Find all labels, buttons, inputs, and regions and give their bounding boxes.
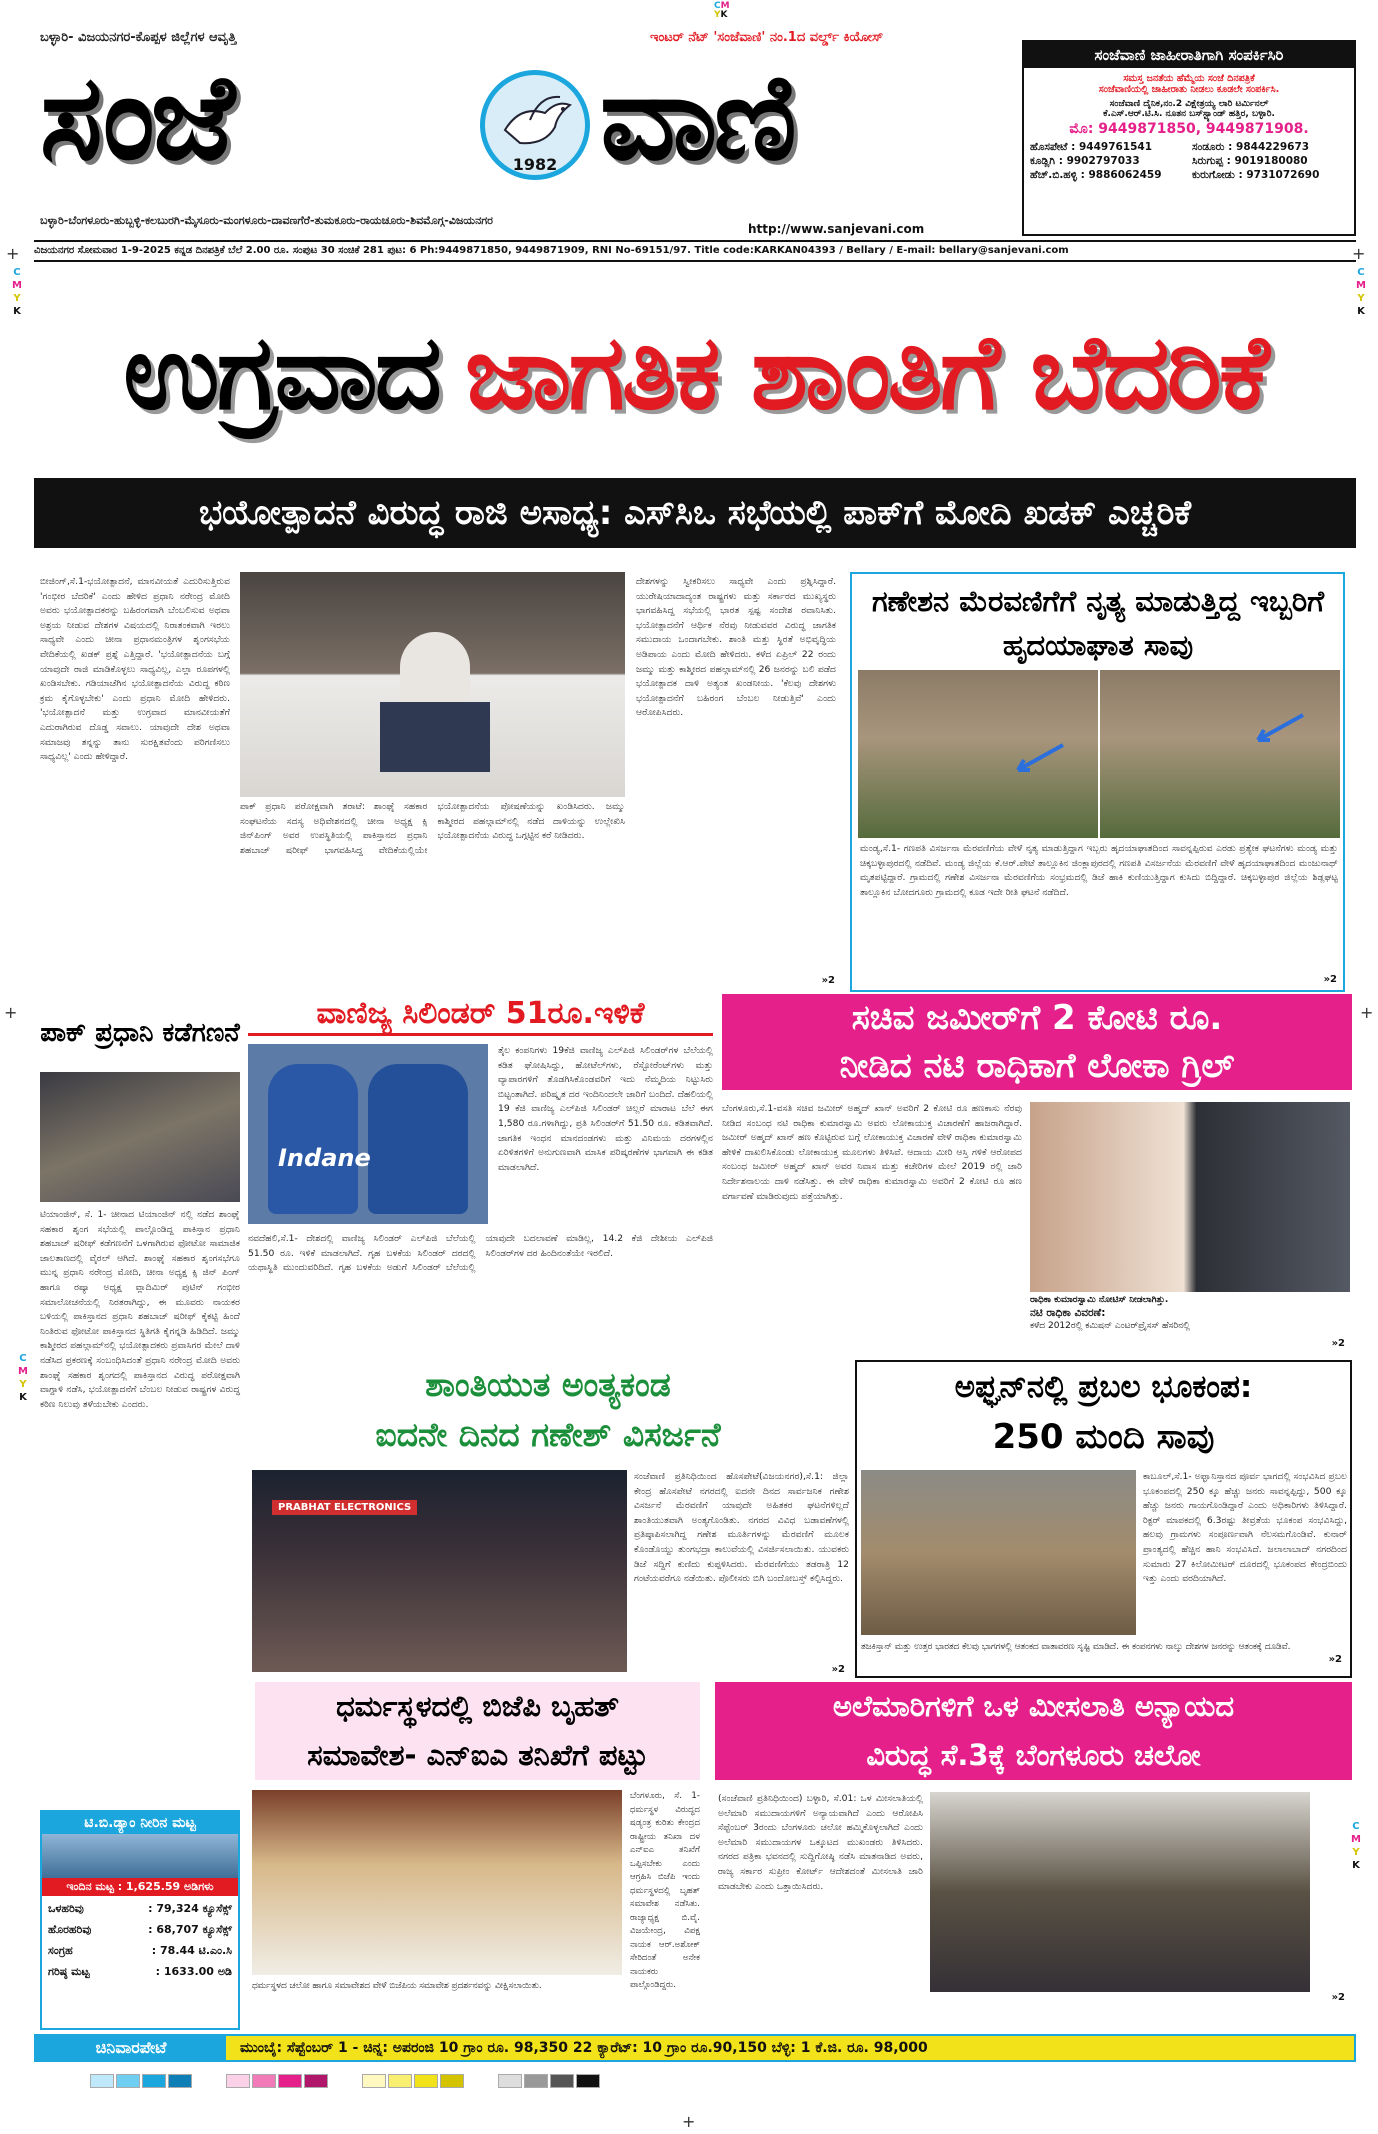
dateline: ವಿಜಯನಗರ ಸೋಮವಾರ 1-9-2025 ಕನ್ನಡ ದಿನಪತ್ರಿಕೆ ಬೆಲೆ 2.00 ರೂ. ಸಂಪುಟ 30 ಸಂಚಿಕೆ 281 ಪುಟ: 6 Ph:9449871850, 9449871909, RNI No-69151/97. Title code:KARKAN04393 / Bellary / E-mail: bellary@sanjevani.com bbox=[34, 240, 1356, 262]
swatch bbox=[90, 2074, 114, 2088]
cylinder-photo bbox=[248, 1044, 488, 1224]
caption-title: ನಟಿ ರಾಧಿಕಾ ವಿವರಣೆ: bbox=[1030, 1307, 1106, 1319]
zameer-body: ಬೆಂಗಳೂರು,ಸೆ.1-ವಸತಿ ಸಚಿವ ಜಮೀರ್ ಅಹ್ಮದ್ ಖಾನ್ ಅವರಿಗೆ 2 ಕೋಟಿ ರೂ ಹಣಕಾಸು ನೆರವು ನೀಡಿದ ಸಂಬಂಧ ನಟಿ ರಾಧಿಕಾ ಕುಮಾರಸ್ವಾಮಿ ಅವರು ಲೋಕಾಯುಕ್ತ ವಿಚಾರಣೆಗೆ ಹಾಜರಾಗಿದ್ದಾರೆ. ಜಮೀರ್ ಅಹ್ಮದ್ ಖಾನ್ ಹಣ ಕೊಟ್ಟಿರುವ ಬಗ್ಗೆ ಲೋಕಾಯುಕ್ತ ವಿಚಾರಣೆ ವೇಳೆ ರಾಧಿಕಾ ಕುಮಾರಸ್ವಾಮಿ ಹೇಳಿಕೆ ದಾಖಲಿಸಿಕೊಂಡು ಲೋಕಾಯುಕ್ತ ಮೂಲಗಳು ತಿಳಿಸಿವೆ. ಆದಾಯ ಮೀರಿ ಆಸ್ತಿ ಗಳಿಕೆ ಆರೋಪದ ಸಂಬಂಧ ಜಮೀರ್ ಅಹ್ಮದ್ ಖಾನ್ ಅವರ ನಿವಾಸ ಮತ್ತು ಕಚೇರಿಗಳ ಮೇಲೆ 2019 ರಲ್ಲಿ ಜಾರಿ ನಿರ್ದೇಶನಾಲಯ ದಾಳಿ ನಡೆಸಿತ್ತು. ಈ ವೇಳೆ ರಾಧಿಕಾ ಕುಮಾರಸ್ವಾಮಿ ಅವರಿಗೆ 2 ಕೋಟಿ ರೂ ಹಣ ವರ್ಗಾವಣೆ ಮಾಡಿರುವುದು ಪತ್ತೆಯಾಗಿತ್ತು. bbox=[722, 1103, 1022, 1202]
reservation-photo bbox=[930, 1792, 1310, 1992]
visarjan-headline-2: ಐದನೇ ದಿನದ ಗಣೇಶ್ ವಿಸರ್ಜನೆ bbox=[375, 1415, 721, 1454]
continued-mark: »2 bbox=[831, 1664, 845, 1675]
ad-contact: ಸಂಡೂರು : 9844229673 bbox=[1192, 141, 1310, 153]
ad-phone: ಮೊ: 9449871850, 9449871908. bbox=[1069, 121, 1309, 137]
ad-contact: ಕುರುಗೋಡು : 9731072690 bbox=[1192, 169, 1320, 181]
quake-body: ಕಾಬೂಲ್,ಸೆ.1- ಅಫ್ಘಾನಿಸ್ತಾನದ ಪೂರ್ವ ಭಾಗದಲ್ಲಿ ಸಂಭವಿಸಿದ ಪ್ರಬಲ ಭೂಕಂಪದಲ್ಲಿ 250 ಕ್ಕೂ ಹೆಚ್ಚು ಜನರು ಸಾವನ್ನಪ್ಪಿದ್ದು, 500 ಕ್ಕೂ ಹೆಚ್ಚು ಜನರು ಗಾಯಗೊಂಡಿದ್ದಾರೆ ಎಂದು ಅಧಿಕಾರಿಗಳು ತಿಳಿಸಿದ್ದಾರೆ. ರಿಕ್ಟರ್ ಮಾಪಕದಲ್ಲಿ 6.3ರಷ್ಟು ತೀವ್ರತೆಯ ಭೂಕಂಪ ಸಂಭವಿಸಿದ್ದು, ಹಲವು ಗ್ರಾಮಗಳು ಸಂಪೂರ್ಣವಾಗಿ ನೆಲಸಮಗೊಂಡಿವೆ. ಕುನಾರ್ ಪ್ರಾಂತ್ಯದಲ್ಲಿ ಹೆಚ್ಚಿನ ಹಾನಿ ಸಂಭವಿಸಿದೆ. ಜಲಾಲಾಬಾದ್ ನಗರದಿಂದ ಸುಮಾರು 27 ಕಿಲೋಮೀಟರ್ ದೂರದಲ್ಲಿ ಭೂಕಂಪದ ಕೇಂದ್ರಬಿಂದು ಇತ್ತು ಎಂದು ವರದಿಯಾಗಿದೆ. bbox=[1143, 1471, 1347, 1585]
photo-divider bbox=[1098, 670, 1100, 838]
continued-mark: »2 bbox=[1331, 1338, 1345, 1349]
edition-line: ಬಳ್ಳಾರಿ- ವಿಜಯನಗರ-ಕೊಪ್ಪಳ ಜಿಲ್ಲೆಗಳ ಆವೃತ್ತಿ bbox=[40, 30, 237, 45]
swatch bbox=[440, 2074, 464, 2088]
cylinder-brand: Indane bbox=[278, 1144, 371, 1172]
quake-photo bbox=[861, 1470, 1136, 1635]
dharmasthala-headline-1: ಧರ್ಮಸ್ಥಳದಲ್ಲಿ ಬಿಜೆಪಿ ಬೃಹತ್ bbox=[336, 1689, 619, 1723]
dharmasthala-headline-2: ಸಮಾವೇಶ- ಎನ್‌ಐಎ ತನಿಖೆಗೆ ಪಟ್ಟು bbox=[307, 1738, 648, 1772]
leaders-photo bbox=[40, 1072, 240, 1202]
reservation-headline-2: ವಿರುದ್ಧ ಸೆ.3ಕ್ಕೆ ಬೆಂಗಳೂರು ಚಲೋ bbox=[866, 1738, 1201, 1772]
dam-box-title: ಟಿ.ಬಿ.ಡ್ಯಾಂ ನೀರಿನ ಮಟ್ಟ bbox=[42, 1812, 238, 1834]
cities-line: ಬಳ್ಳಾರಿ-ಬೆಂಗಳೂರು-ಹುಬ್ಬಳ್ಳಿ-ಕಲಬುರಗಿ-ಮೈಸೂರು-ಮಂಗಳೂರು-ದಾವಣಗೆರೆ-ತುಮಕೂರು-ರಾಯಚೂರು-ಶಿವಮೊಗ್ಗ-ವಿಜಯನಗರ bbox=[40, 214, 493, 227]
dam-row: ಸಂಗ್ರಹ : 78.44 ಟಿ.ಎಂ.ಸಿ bbox=[48, 1944, 232, 1957]
zameer-radhika-photo bbox=[1030, 1102, 1350, 1292]
caption-detail: ಕಳೆದ 2012ರಲ್ಲಿ ಕಮಿಷನ್ ಎಂಟರ್‌ಪ್ರೈಸಸ್ ಹೆಸರಿನಲ್ಲಿ bbox=[1030, 1321, 1190, 1331]
swatch bbox=[524, 2074, 548, 2088]
quake-headline-2: 250 ಮಂದಿ ಸಾವು bbox=[992, 1417, 1215, 1457]
swatch bbox=[116, 2074, 140, 2088]
cylinder-headline: ವಾಣಿಜ್ಯ ಸಿಲಿಂಡರ್ 51ರೂ.ಇಳಿಕೆ bbox=[248, 994, 713, 1036]
ganesha-photo bbox=[858, 670, 1340, 838]
dharmasthala-photo bbox=[252, 1790, 622, 1975]
dam-row: ಒಳಹರಿವು : 79,324 ಕ್ಯೂಸೆಕ್ಸ್ bbox=[48, 1902, 232, 1915]
cmyk-mark-right-bottom: C M Y K bbox=[1351, 1821, 1361, 1871]
arrow-icon bbox=[1008, 740, 1068, 780]
dharmasthala-body: ಬೆಂಗಳೂರು, ಸೆ. 1- ಧರ್ಮಸ್ಥಳ ವಿರುದ್ಧದ ಷಡ್ಯಂತ್ರ ಕುರಿತು ಕೇಂದ್ರದ ರಾಷ್ಟ್ರೀಯ ತನಿಖಾ ದಳ ಎನ್‌ಐಎ ತನಿಖೆಗೆ ಒಪ್ಪಿಸಬೇಕು ಎಂದು ಆಗ್ರಹಿಸಿ ಬಿಜೆಪಿ ಇಂದು ಧರ್ಮಸ್ಥಳದಲ್ಲಿ ಬೃಹತ್ ಸಮಾವೇಶ ನಡೆಸಿತು. ರಾಜ್ಯಾಧ್ಯಕ್ಷ ಬಿ.ವೈ. ವಿಜಯೇಂದ್ರ, ವಿಪಕ್ಷ ನಾಯಕ ಆರ್.ಅಶೋಕ್ ಸೇರಿದಂತೆ ಅನೇಕ ನಾಯಕರು ಪಾಲ್ಗೊಂಡಿದ್ದರು. bbox=[630, 1791, 700, 1990]
lead-headline bbox=[34, 272, 1356, 472]
ticker-text: ಮುಂಬೈ: ಸೆಪ್ಟೆಂಬರ್ 1 - ಚಿನ್ನ: ಅಪರಂಜಿ 10 ಗ್ರಾಂ ರೂ. 98,350 22 ಕ್ಯಾರೆಟ್: 10 ಗ್ರಾಂ ರೂ.90,150 ಬೆಳ್ಳಿ: 1 ಕೆ.ಜಿ. ರೂ. 98,000 bbox=[226, 2036, 1354, 2060]
dam-current-level: ಇಂದಿನ ಮಟ್ಟ : 1,625.59 ಅಡಿಗಳು bbox=[42, 1878, 238, 1896]
ganesha-headline: ಗಣೇಶನ ಮೆರವಣಿಗೆಗೆ ನೃತ್ಯ ಮಾಡುತ್ತಿದ್ದ ಇಬ್ಬರಿಗೆ ಹೃದಯಾಘಾತ ಸಾವು bbox=[871, 584, 1325, 662]
visarjan-body: ಸಂಜೆವಾಣಿ ಪ್ರತಿನಿಧಿಯಿಂದ ಹೊಸಪೇಟೆ(ವಿಜಯನಗರ),ಸೆ.1: ಜಿಲ್ಲಾ ಕೇಂದ್ರ ಹೊಸಪೇಟೆ ನಗರದಲ್ಲಿ ಐದನೇ ದಿನದ ಸಾರ್ವಜನಿಕ ಗಣೇಶ ವಿಸರ್ಜನೆ ಮೆರವಣಿಗೆ ಯಾವುದೇ ಅಹಿತಕರ ಘಟನೆಗಳಿಲ್ಲದೆ ಶಾಂತಿಯುತವಾಗಿ ಅಂತ್ಯಗೊಂಡಿತು. ನಗರದ ವಿವಿಧ ಬಡಾವಣೆಗಳಲ್ಲಿ ಪ್ರತಿಷ್ಠಾಪಿಸಲಾಗಿದ್ದ ಗಣೇಶ ಮೂರ್ತಿಗಳನ್ನು ಮೆರವಣಿಗೆ ಮೂಲಕ ಕೊಂಡೊಯ್ದು ತುಂಗಭದ್ರಾ ಕಾಲುವೆಯಲ್ಲಿ ವಿಸರ್ಜಿಸಲಾಯಿತು. ಯುವಕರು ಡಿಜೆ ಸದ್ದಿಗೆ ಕುಣಿದು ಕುಪ್ಪಳಿಸಿದರು. ಮೆರವಣಿಗೆಯು ತಡರಾತ್ರಿ 12 ಗಂಟೆಯವರೆಗೂ ನಡೆಯಿತು. ಪೊಲೀಸರು ಬಿಗಿ ಬಂದೋಬಸ್ತ್ ಕಲ್ಪಿಸಿದ್ದರು. bbox=[634, 1471, 849, 1585]
dam-photo bbox=[42, 1834, 238, 1878]
continued-mark: »2 bbox=[1328, 1654, 1342, 1665]
lead-column-2: ಪಾಕ್ ಪ್ರಧಾನಿ ಪರೋಕ್ಷವಾಗಿ ತರಾಟೆ: ಶಾಂಘೈ ಸಹಕಾರ ಸಂಘಟನೆಯ ಸದಸ್ಯ ಅಧಿವೇಶನದಲ್ಲಿ ಚೀನಾ ಅಧ್ಯಕ್ಷ ಕ್ಸಿ ಜಿನ್‌ಪಿಂಗ್ ಅವರ ಉಪಸ್ಥಿತಿಯಲ್ಲಿ ಪಾಕಿಸ್ತಾನದ ಪ್ರಧಾನಿ ಶಹಬಾಜ್ ಷರೀಫ್ ಭಾಗವಹಿಸಿದ್ದ ವೇದಿಕೆಯಲ್ಲಿಯೇ ಭಯೋತ್ಪಾದನೆಯ ಪೋಷಣೆಯನ್ನು ಖಂಡಿಸಿದರು. ಜಮ್ಮು ಕಾಶ್ಮೀರದ ಪಹಲ್ಗಾಮ್‌ನಲ್ಲಿ ನಡೆದ ದಾಳಿಯನ್ನು ಉಲ್ಲೇಖಿಸಿ ಭಯೋತ್ಪಾದನೆಯ ವಿರುದ್ಧ ಒಗ್ಗಟ್ಟಿನ ಕರೆ ನೀಡಿದರು. bbox=[240, 801, 625, 856]
arrow-icon bbox=[1248, 710, 1308, 750]
visarjan-photo bbox=[252, 1470, 627, 1672]
shop-sign: PRABHAT ELECTRONICS bbox=[272, 1500, 417, 1515]
cmyk-mark-right-top: C M Y K bbox=[1356, 267, 1366, 317]
visarjan-headline-1: ಶಾಂತಿಯುತ ಅಂತ್ಯಕಂಡ bbox=[425, 1365, 671, 1404]
dharmasthala-headline-box bbox=[255, 1682, 700, 1780]
zameer-headline-2: ನೀಡಿದ ನಟಿ ರಾಧಿಕಾಗೆ ಲೋಕಾ ಗ್ರಿಲ್ bbox=[839, 1046, 1235, 1086]
speaker-figure bbox=[400, 632, 470, 712]
dam-row: ಹೊರಹರಿವು : 68,707 ಕ್ಯೂಸೆಕ್ಸ್ bbox=[48, 1923, 232, 1936]
masthead bbox=[40, 30, 1030, 240]
cylinder-body-right: ತೈಲ ಕಂಪನಿಗಳು 19ಕೆಜಿ ವಾಣಿಜ್ಯ ಎಲ್‌ಪಿಜಿ ಸಿಲಿಂಡರ್‌ಗಳ ಬೆಲೆಯಲ್ಲಿ ಕಡಿತ ಘೋಷಿಸಿದ್ದು, ಹೋಟೆಲ್‌ಗಳು, ರೆಸ್ಟೋರೆಂಟ್‌ಗಳು ಮತ್ತು ವ್ಯಾಪಾರಗಳಿಗೆ ತೊಡಗಿಸಿಕೊಂಡವರಿಗೆ ಇದು ನೆಮ್ಮದಿಯ ನಿಟ್ಟುಸಿರು ಬಿಟ್ಟಂತಾಗಿದೆ. ಪರಿಷ್ಕೃತ ದರ ಇಂದಿನಿಂದಲೇ ಜಾರಿಗೆ ಬಂದಿದೆ. ದೆಹಲಿಯಲ್ಲಿ 19 ಕೆಜಿ ವಾಣಿಜ್ಯ ಎಲ್‌ಪಿಜಿ ಸಿಲಿಂಡರ್ ಚಿಲ್ಲರೆ ಮಾರಾಟ ಬೆಲೆ ಈಗ 1,580 ರೂ.ಗಳಾಗಿದ್ದು, ಪ್ರತಿ ಸಿಲಿಂಡರ್‌ಗೆ 51.50 ರೂ. ಕಡಿತವಾಗಿದೆ. ಜಾಗತಿಕ ಇಂಧನ ಮಾನದಂಡಗಳು ಮತ್ತು ವಿನಿಮಯ ದರಗಳಲ್ಲಿನ ಏರಿಳಿತಗಳಿಗೆ ಅನುಗುಣವಾಗಿ ಮಾಸಿಕ ಪರಿಷ್ಕರಣೆಗಳ ಭಾಗವಾಗಿ ಈ ಕಡಿತ ಮಾಡಲಾಗಿದೆ. bbox=[498, 1045, 713, 1173]
reservation-headline-1: ಅಲೆಮಾರಿಗಳಿಗೆ ಒಳ ಮೀಸಲಾತಿ ಅನ್ಯಾಯದ bbox=[832, 1689, 1235, 1723]
crosshair-icon: + bbox=[1360, 1003, 1374, 1022]
pak-pm-headline: ಪಾಕ್ ಪ್ರಧಾನಿ ಕಡೆಗಣನೆ bbox=[40, 1018, 240, 1048]
swatch bbox=[550, 2074, 574, 2088]
swatch bbox=[498, 2074, 522, 2088]
quake-headline-1: ಅಫ್ಘನ್‌ನಲ್ಲಿ ಪ್ರಬಲ ಭೂಕಂಪ: bbox=[954, 1368, 1253, 1405]
dam-row: ಗರಿಷ್ಠ ಮಟ್ಟ : 1633.00 ಅಡಿ bbox=[48, 1965, 232, 1978]
website-link[interactable]: http://www.sanjevani.com bbox=[748, 222, 925, 236]
ad-contact: ಸಿರುಗುಪ್ಪ : 9019180080 bbox=[1192, 155, 1308, 167]
cmyk-mark-left-mid: C M Y K bbox=[18, 1353, 28, 1403]
ad-line-1: ಸಮಸ್ತ ಜನತೆಯ ಹೆಮ್ಮೆಯ ಸಂಜೆ ದಿನಪತ್ರಿಕೆ bbox=[1123, 73, 1255, 84]
gold-ticker bbox=[34, 2034, 1356, 2062]
swatch bbox=[278, 2074, 302, 2088]
ticker-label: ಚಿನಿವಾರಪೇಟೆ bbox=[36, 2036, 226, 2060]
masthead-name-right: ವಾಣಿ bbox=[600, 47, 793, 186]
swatch bbox=[414, 2074, 438, 2088]
caption-name: ರಾಧಿಕಾ ಕುಮಾರಸ್ವಾಮಿ ನೋಟಿಸ್ ನೀಡಲಾಗಿತ್ತು. bbox=[1030, 1295, 1169, 1305]
modi-sco-photo bbox=[240, 572, 625, 797]
pak-pm-story bbox=[40, 994, 240, 1514]
cylinder-body-left: ನವದೆಹಲಿ,ಸೆ.1- ದೇಶದಲ್ಲಿ ವಾಣಿಜ್ಯ ಸಿಲಿಂಡರ್ ಎಲ್‌ಪಿಜಿ ಬೆಲೆಯಲ್ಲಿ 51.50 ರೂ. ಇಳಿಕೆ ಮಾಡಲಾಗಿದೆ. ಗೃಹ ಬಳಕೆಯ ಸಿಲಿಂಡರ್ ದರದಲ್ಲಿ ಯಥಾಸ್ಥಿತಿ ಮುಂದುವರಿದಿದೆ. ಗೃಹ ಬಳಕೆಯ ಅಡುಗೆ ಸಿಲಿಂಡರ್ ಬೆಲೆಯಲ್ಲಿ ಯಾವುದೇ ಬದಲಾವಣೆ ಮಾಡಿಲ್ಲ, 14.2 ಕೆಜಿ ದೇಶೀಯ ಎಲ್‌ಪಿಜಿ ಸಿಲಿಂಡರ್‌ಗಳ ದರ ಹಿಂದಿನಂತೆಯೇ ಇರಲಿದೆ. bbox=[248, 1233, 713, 1274]
quake-story bbox=[855, 1360, 1352, 1678]
reservation-headline-box bbox=[715, 1682, 1352, 1780]
cylinder-shape bbox=[268, 1064, 358, 1214]
pak-pm-body: ಟಿಯಾಂಜಿನ್, ಸೆ. 1- ಚೀನಾದ ಟಿಯಾಂಜಿನ್ ನಲ್ಲಿ ನಡೆದ ಶಾಂಘೈ ಸಹಕಾರ ಶೃಂಗ ಸಭೆಯಲ್ಲಿ ಪಾಲ್ಗೊಂಡಿದ್ದ ಪಾಕಿಸ್ತಾನ ಪ್ರಧಾನಿ ಶಹಬಾಜ್ ಷರೀಫ್ ಕಡೆಗಣನೆಗೆ ಒಳಗಾಗಿರುವ ಫೋಟೋ ಸಾಮಾಜಿಕ ಜಾಲತಾಣದಲ್ಲಿ ವೈರಲ್ ಆಗಿದೆ. ಶಾಂಘೈ ಸಹಕಾರ ಶೃಂಗಸಭೆಗೂ ಮುನ್ನ ಪ್ರಧಾನಿ ನರೇಂದ್ರ ಮೋದಿ, ಚೀನಾ ಅಧ್ಯಕ್ಷ ಕ್ಸಿ ಜಿನ್ ಪಿಂಗ್ ಹಾಗೂ ರಷ್ಯಾ ಅಧ್ಯಕ್ಷ ವ್ಲಾದಿಮಿರ್ ಪುಟಿನ್ ಗಂಭೀರ ಸಮಾಲೋಚನೆಯಲ್ಲಿ ನಿರತರಾಗಿದ್ದು, ಈ ಮೂವರು ನಾಯಕರ ಬಳಿಯಲ್ಲಿ ಪಾಕಿಸ್ತಾನದ ಪ್ರಧಾನಿ ಶಹಬಾಜ್ ಷರೀಫ್ ಕೈಕಟ್ಟಿ ಹಿಂದೆ ನಿಂತಿರುವ ಫೋಟೋ ಪಾಕಿಸ್ತಾನದ ಸ್ಥಿತಿಗತಿ ಕೈಗನ್ನಡಿ ಹಿಡಿದಿದೆ. ಜಮ್ಮು ಕಾಶ್ಮೀರದ ಪಹಲ್ಗಾಮ್‌ನಲ್ಲಿ ಭಯೋತ್ಪಾದಕರು ಪ್ರವಾಸಿಗರ ಮೇಲೆ ದಾಳಿ ನಡೆಸಿದ ಪ್ರಕರಣಕ್ಕೆ ಸಂಬಂಧಿಸಿದಂತೆ ಪ್ರಧಾನಿ ನರೇಂದ್ರ ಮೋದಿ ಅವರು ಶಾಂಘೈ ಸಹಕಾರ ಶೃಂಗದಲ್ಲಿ ಪಾಕಿಸ್ತಾನದ ವಿರುದ್ಧ ಪರೋಕ್ಷವಾಗಿ ವಾಗ್ದಾಳಿ ನಡೆಸಿ, ಭಯೋತ್ಪಾದನೆಗೆ ಬೆಂಬಲ ನೀಡುವ ರಾಷ್ಟ್ರಗಳ ವಿರುದ್ಧ ಕಠಿಣ ನಿಲುವು ತಳೆಯಬೇಕು ಎಂದರು. bbox=[40, 1209, 240, 1410]
color-calibration-bar bbox=[90, 2074, 630, 2092]
cylinder-shape bbox=[368, 1064, 468, 1214]
ganesha-story bbox=[850, 572, 1345, 992]
swatch bbox=[388, 2074, 412, 2088]
dam-level-box bbox=[40, 1810, 240, 2030]
ad-line-2: ಸಂಜೆವಾಣಿಯಲ್ಲಿ ಜಾಹೀರಾತು ನೀಡಲು ಕೂಡಲೇ ಸಂಪರ್ಕಿಸಿ. bbox=[1098, 84, 1280, 95]
swatch bbox=[304, 2074, 328, 2088]
lead-headline-red: ಜಾಗತಿಕ ಶಾಂತಿಗೆ ಬೆದರಿಕೆ bbox=[464, 310, 1267, 433]
swatch bbox=[362, 2074, 386, 2088]
ad-box-title: ಸಂಜೆವಾಣಿ ಜಾಹೀರಾತಿಗಾಗಿ ಸಂಪರ್ಕಿಸಿರಿ bbox=[1024, 42, 1354, 68]
swatch bbox=[576, 2074, 600, 2088]
zameer-caption bbox=[1030, 1294, 1350, 1333]
lead-headline-black: ಉಗ್ರವಾದ bbox=[123, 310, 439, 433]
crosshair-icon: + bbox=[4, 1003, 18, 1022]
masthead-name-left: ಸಂಜೆ bbox=[40, 47, 231, 186]
visarjan-headline-box bbox=[248, 1360, 848, 1460]
continued-mark: »2 bbox=[1331, 1992, 1345, 2003]
swatch-gap bbox=[194, 2074, 224, 2088]
continued-mark: »2 bbox=[1323, 974, 1337, 985]
ad-address-2: ಕೆ.ಎಸ್.ಆರ್.ಟಿ.ಸಿ. ನೂತನ ಬಸ್‌ಸ್ಟ್ಯಾಂಡ್ ಹತ್ತಿರ, ಬಳ್ಳಾರಿ. bbox=[1103, 109, 1275, 119]
ad-contact: ಹೆಚ್.ಬಿ.ಹಳ್ಳಿ : 9886062459 bbox=[1030, 169, 1162, 181]
ad-contact-box bbox=[1022, 40, 1356, 236]
swatch-gap bbox=[466, 2074, 496, 2088]
cylinder-story bbox=[248, 994, 713, 1354]
lead-column-1: ಬೀಜಿಂಗ್,ಸೆ.1-ಭಯೋತ್ಪಾದನೆ, ಮಾನವೀಯತೆ ಎದುರಿಸುತ್ತಿರುವ 'ಗಂಭೀರ ಬೆದರಿಕೆ' ಎಂದು ಹೇಳಿದ ಪ್ರಧಾನಿ ನರೇಂದ್ರ ಮೋದಿ ಅವರು ಭಯೋತ್ಪಾದಕರನ್ನು ಬಹಿರಂಗವಾಗಿ ಬೆಂಬಲಿಸುವ ಅಥವಾ ಅಶ್ರಯ ನೀಡುವ ದೇಶಗಳ ವಿಷಯದಲ್ಲಿ ನಿರಾತಂಕವಾಗಿ ಇರಲು ಸಾಧ್ಯವೇ ಎಂದು ಚೀನಾ ಪ್ರಧಾನಮಂತ್ರಿಗಳ ಶೃಂಗಸಭೆಯ ವೇದಿಕೆಯಲ್ಲಿ ಖಡಕ್ ಪ್ರಶ್ನೆ ಎತ್ತಿದ್ದಾರೆ. 'ಭಯೋತ್ಪಾದನೆಯ ಬಗ್ಗೆ ಯಾವುದೇ ರಾಜಿ ಮಾಡಿಕೊಳ್ಳಲು ಸಾಧ್ಯವಿಲ್ಲ, ಎಲ್ಲಾ ರೂಪಗಳಲ್ಲಿ ಖಂಡಿಸಬೇಕು. ಗಡಿಯಾಚೆಗಿನ ಭಯೋತ್ಪಾದನೆಯ ವಿರುದ್ಧ ಕಠಿಣ ಕ್ರಮ ಕೈಗೊಳ್ಳಬೇಕು' ಎಂದು ಪ್ರಧಾನಿ ಮೋದಿ ಹೇಳಿದರು. 'ಭಯೋತ್ಪಾದನೆ ಮತ್ತು ಉಗ್ರವಾದ ಮಾನವೀಯತೆಗೆ ಎದುರಾಗಿರುವ ದೊಡ್ಡ ಸವಾಲು. ಯಾವುದೇ ದೇಶ ಅಥವಾ ಸಮಾಜವು ತನ್ನನ್ನು ತಾನು ಸುರಕ್ಷಿತವೆಂದು ಪರಿಗಣಿಸಲು ಸಾಧ್ಯವಿಲ್ಲ' ಎಂದು ಹೇಳಿದ್ದಾರೆ. bbox=[40, 576, 230, 763]
internet-kiosk-line: ಇಂಟರ್ ನೆಟ್ 'ಸಂಜೆವಾಣಿ' ನಂ.1ದ ವರ್ಲ್ಡ್ ಕಿಯೋಸ್ bbox=[650, 30, 884, 45]
quake-caption: ತಜಕಿಸ್ತಾನ್ ಮತ್ತು ಉತ್ತರ ಭಾರತದ ಕೆಲವು ಭಾಗಗಳಲ್ಲಿ ಆತಂಕದ ವಾತಾವರಣ ಸೃಷ್ಟಿ ಮಾಡಿದೆ. ಈ ಕಂಪನಗಳು ನಾಲ್ಕು ದೇಶಗಳ ಜನರನ್ನು ಆತಂಕಕ್ಕೆ ದೂಡಿವೆ. bbox=[861, 1642, 1291, 1652]
crosshair-icon: + bbox=[682, 2112, 696, 2131]
continued-mark: »2 bbox=[821, 975, 835, 986]
dharmasthala-caption: ಧರ್ಮಸ್ಥಳದ ಚಲೋ ಹಾಗೂ ಸಮಾವೇಶದ ವೇಳೆ ಬಿಜೆಪಿಯ ಸಮಾವೇಶ ಪ್ರದರ್ಶನವನ್ನು ವೀಕ್ಷಿಸಲಾಯಿತು. bbox=[252, 1981, 542, 1991]
swatch bbox=[142, 2074, 166, 2088]
crosshair-icon: + bbox=[6, 244, 20, 263]
ad-address-1: ಸಂಜೆವಾಣಿ ದೈನಿಕ,ನಂ.2 ವಿಕ್ಷೇತ್ರಯ್ಯ ಲಾರಿ ಟರ್ಮಿನಲ್ bbox=[1109, 99, 1269, 109]
ad-contact: ಕೂಡ್ಲಿಗಿ : 9902797033 bbox=[1030, 155, 1140, 167]
swatch bbox=[226, 2074, 250, 2088]
ad-contacts-grid bbox=[1024, 137, 1354, 182]
name-plaque bbox=[380, 702, 490, 772]
swatch bbox=[168, 2074, 192, 2088]
ad-contact: ಹೊಸಪೇಟೆ : 9449761541 bbox=[1030, 141, 1153, 153]
zameer-headline-box bbox=[722, 994, 1352, 1090]
reservation-body: (ಸಂಜೆವಾಣಿ ಪ್ರತಿನಿಧಿಯಿಂದ) ಬಳ್ಳಾರಿ, ಸೆ.01: ಒಳ ಮೀಸಲಾತಿಯಲ್ಲಿ ಅಲೆಮಾರಿ ಸಮುದಾಯಗಳಿಗೆ ಅನ್ಯಾಯವಾಗಿದೆ ಎಂದು ಆರೋಪಿಸಿ ಸೆಪ್ಟೆಂಬರ್ 3ರಂದು ಬೆಂಗಳೂರು ಚಲೋ ಹಮ್ಮಿಕೊಳ್ಳಲಾಗಿದೆ ಎಂದು ಅಲೆಮಾರಿ ಸಮುದಾಯಗಳ ಒಕ್ಕೂಟದ ಮುಖಂಡರು ತಿಳಿಸಿದರು. ನಗರದ ಪತ್ರಿಕಾ ಭವನದಲ್ಲಿ ಸುದ್ದಿಗೋಷ್ಠಿ ನಡೆಸಿ ಮಾತನಾಡಿದ ಅವರು, ರಾಜ್ಯ ಸರ್ಕಾರ ಸುಪ್ರೀಂ ಕೋರ್ಟ್ ಆದೇಶದಂತೆ ಮೀಸಲಾತಿ ಜಾರಿ ಮಾಡಬೇಕು ಎಂದು ಒತ್ತಾಯಿಸಿದರು. bbox=[718, 1793, 923, 1892]
cmyk-mark-left-top: C M Y K bbox=[12, 267, 22, 317]
ganesha-body: ಮಂಡ್ಯ,ಸೆ.1- ಗಣಪತಿ ವಿಸರ್ಜನಾ ಮೆರವಣಿಗೆಯ ವೇಳೆ ನೃತ್ಯ ಮಾಡುತ್ತಿದ್ದಾಗ ಇಬ್ಬರು ಹೃದಯಾಘಾತದಿಂದ ಸಾವನ್ನಪ್ಪಿರುವ ಎರಡು ಪ್ರತ್ಯೇಕ ಘಟನೆಗಳು ಮಂಡ್ಯ ಮತ್ತು ಚಿಕ್ಕಬಳ್ಳಾಪುರದಲ್ಲಿ ನಡೆದಿವೆ. ಮಂಡ್ಯ ಜಿಲ್ಲೆಯ ಕೆ.ಆರ್.ಪೇಟೆ ತಾಲ್ಲೂಕಿನ ಜಿಂಕ್ಲಾಪುರದಲ್ಲಿ ಗಣಪತಿ ವಿಸರ್ಜನೆಯ ಮೆರವಣಿಗೆ ವೇಳೆ ಹೃದಯಾಘಾತದಿಂದ ಮಂಜುನಾಥ್ ಮೃತಪಟ್ಟಿದ್ದಾರೆ. ಗ್ರಾಮದಲ್ಲಿ ಗಣೇಶ ವಿಸರ್ಜನಾ ಮೆರವಣಿಗೆಯ ಸಂಭ್ರಮದಲ್ಲಿ ಡಿಜೆ ಹಾಕಿ ಕುಣಿಯುತ್ತಿದ್ದಾಗ ಕುಸಿದು ಬಿದ್ದಿದ್ದಾರೆ. ಚಿಕ್ಕಬಳ್ಳಾಪುರ ಜಿಲ್ಲೆಯ ಶಿಡ್ಲಘಟ್ಟ ತಾಲ್ಲೂಕಿನ ಬೋದಗೂರು ಗ್ರಾಮದಲ್ಲಿ ಕೂಡ ಇದೇ ರೀತಿ ಘಟನೆ ನಡೆದಿದೆ. bbox=[860, 843, 1338, 898]
swatch-gap bbox=[330, 2074, 360, 2088]
swatch bbox=[252, 2074, 276, 2088]
lead-subhead: ಭಯೋತ್ಪಾದನೆ ವಿರುದ್ಧ ರಾಜಿ ಅಸಾಧ್ಯ: ಎಸ್‌ಸಿಒ ಸಭೆಯಲ್ಲಿ ಪಾಕ್‌ಗೆ ಮೋದಿ ಖಡಕ್ ಎಚ್ಚರಿಕೆ bbox=[34, 478, 1356, 548]
dam-rows bbox=[42, 1896, 238, 1984]
dove-logo bbox=[480, 70, 590, 180]
lead-column-3: ದೇಶಗಳನ್ನು ಸ್ವೀಕರಿಸಲು ಸಾಧ್ಯವೇ ಎಂದು ಪ್ರಶ್ನಿಸಿದ್ದಾರೆ. ಯುರೇಷಿಯಾದಾದ್ಯಂತ ರಾಷ್ಟ್ರಗಳು ಮತ್ತು ಸರ್ಕಾರದ ಮುಖ್ಯಸ್ಥರು ಭಾಗವಹಿಸಿದ್ದ ಸಭೆಯಲ್ಲಿ ಭಾರತ ಸ್ಪಷ್ಟ ಸಂದೇಶ ರವಾನಿಸಿತು. ಭಯೋತ್ಪಾದನೆಗೆ ಆರ್ಥಿಕ ನೆರವು ನೀಡುವವರ ವಿರುದ್ಧ ಜಾಗತಿಕ ಸಮುದಾಯ ಒಂದಾಗಬೇಕು. ಶಾಂತಿ ಮತ್ತು ಸ್ಥಿರತೆ ಅಭಿವೃದ್ಧಿಯ ಅಡಿಪಾಯ ಎಂದು ಮೋದಿ ಹೇಳಿದರು. ಕಳೆದ ಏಪ್ರಿಲ್ 22 ರಂದು ಜಮ್ಮು ಮತ್ತು ಕಾಶ್ಮೀರದ ಪಹಲ್ಗಾಮ್‌ನಲ್ಲಿ 26 ಜನರನ್ನು ಬಲಿ ಪಡೆದ ಭಯೋತ್ಪಾದಕ ದಾಳಿ ಅತ್ಯಂತ ಖಂಡನೀಯ. 'ಕೆಲವು ದೇಶಗಳು ಭಯೋತ್ಪಾದನೆಗೆ ಬಹಿರಂಗ ಬೆಂಬಲ ನೀಡುತ್ತಿವೆ' ಎಂದು ಆರೋಪಿಸಿದರು. bbox=[636, 576, 836, 719]
crosshair-icon: + bbox=[1352, 244, 1366, 263]
cmyk-mark-top: CM YK bbox=[714, 1, 730, 20]
founded-year: 1982 bbox=[512, 155, 558, 174]
zameer-headline-1: ಸಚಿವ ಜಮೀರ್‌ಗೆ 2 ಕೋಟಿ ರೂ. bbox=[851, 998, 1223, 1038]
